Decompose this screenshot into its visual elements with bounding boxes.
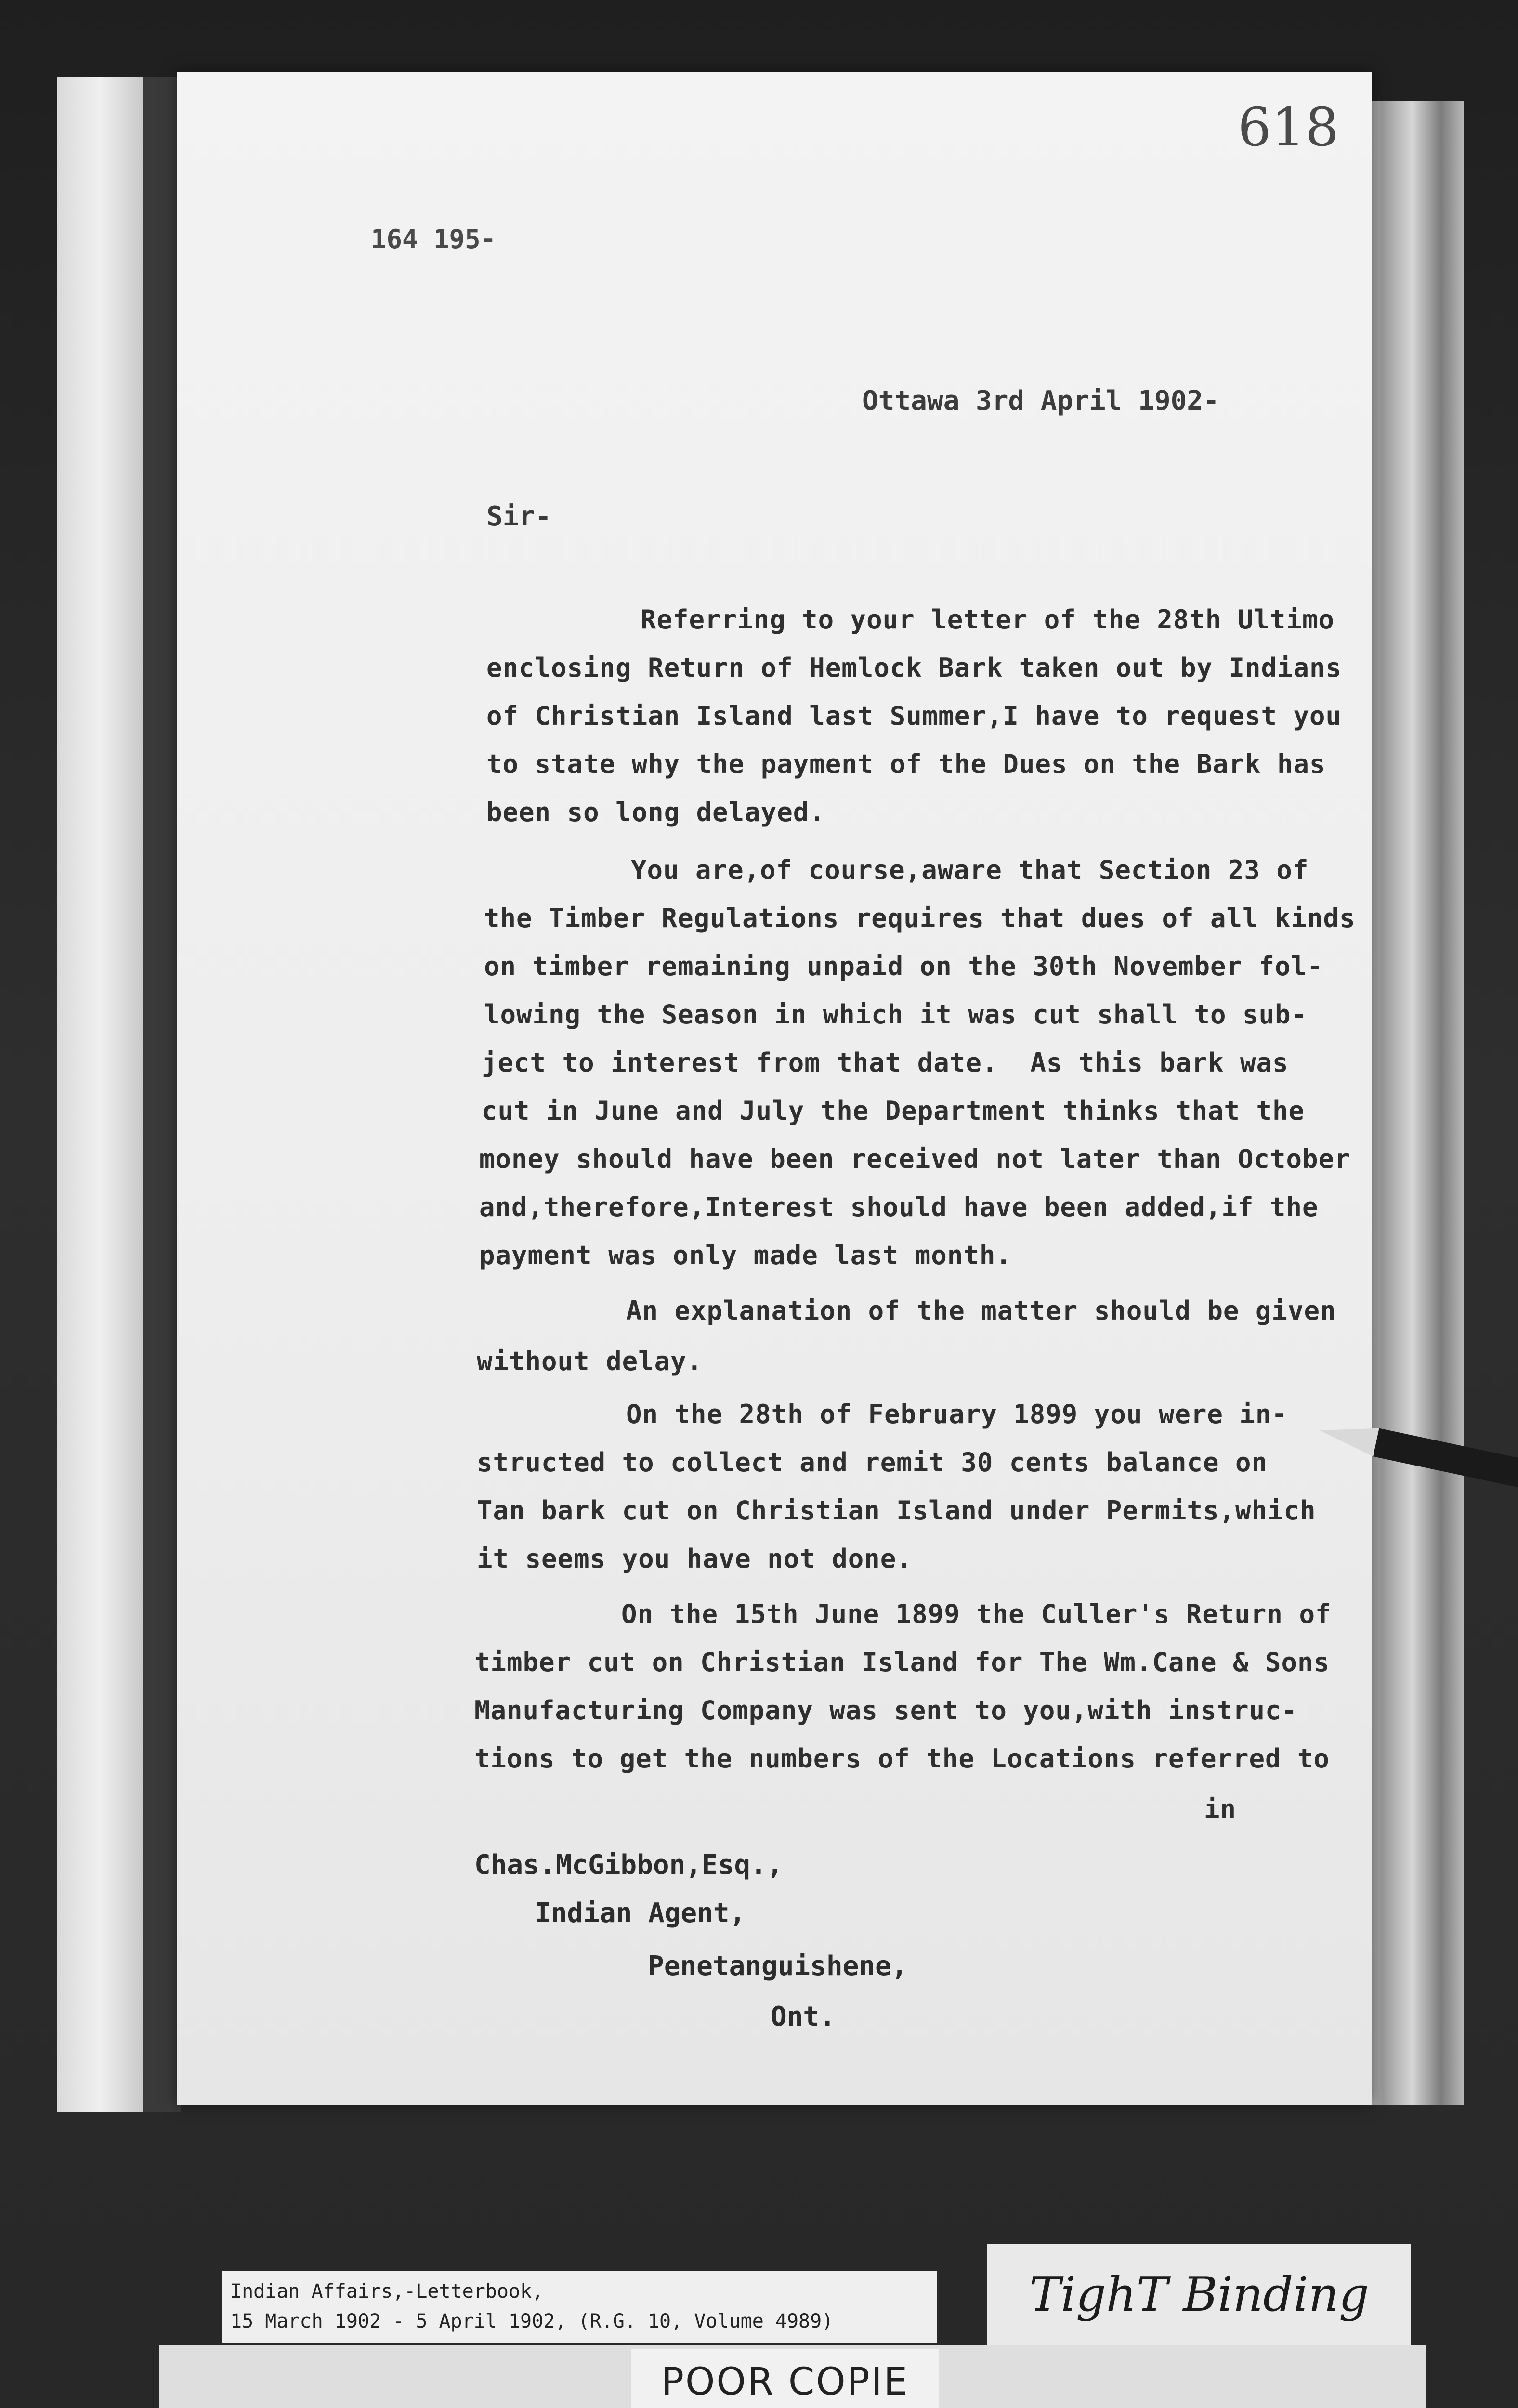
- address-line: Indian Agent,: [535, 1898, 746, 1929]
- body-line: payment was only made last month.: [479, 1240, 1012, 1270]
- binding-gutter: [143, 77, 181, 2112]
- file-reference: 164 195-: [371, 224, 497, 254]
- address-line: Ont.: [771, 2001, 836, 2032]
- tight-binding-note: TighT Binding: [987, 2244, 1411, 2345]
- body-line: and,therefore,Interest should have been added,if the: [479, 1192, 1319, 1222]
- body-line: it seems you have not done.: [477, 1544, 913, 1574]
- body-line: cut in June and July the Department thinks that the: [482, 1096, 1305, 1126]
- catalog-line: Indian Affairs,-Letterbook,: [230, 2280, 544, 2303]
- body-line: structed to collect and remit 30 cents balance on: [477, 1447, 1268, 1478]
- body-line: money should have been received not later than October: [479, 1144, 1351, 1174]
- body-line: enclosing Return of Hemlock Bark taken out by Indians: [486, 653, 1342, 683]
- body-line: On the 15th June 1899 the Culler's Return of: [621, 1599, 1332, 1629]
- catalog-line: 15 March 1902 - 5 April 1902, (R.G. 10, Volume 4989): [230, 2310, 834, 2332]
- body-line: lowing the Season in which it was cut shall to sub-: [484, 999, 1308, 1030]
- body-line: tions to get the numbers of the Locations referred to: [474, 1743, 1330, 1774]
- body-line: Tan bark cut on Christian Island under Permits,which: [477, 1495, 1316, 1526]
- page-number: 618: [1238, 96, 1339, 158]
- body-line: to state why the payment of the Dues on the Bark has: [486, 749, 1326, 779]
- body-line: You are,of course,aware that Section 23 of: [631, 855, 1309, 885]
- body-line: timber cut on Christian Island for The Wm.Cane & Sons: [474, 1647, 1330, 1677]
- salutation: Sir-: [486, 501, 551, 532]
- poor-copy-note: POOR COPIE: [631, 2349, 939, 2408]
- body-line: Manufacturing Company was sent to you,with instruc-: [474, 1695, 1298, 1726]
- body-line: Referring to your letter of the 28th Ultimo: [641, 604, 1335, 635]
- dateline: Ottawa 3rd April 1902-: [862, 385, 1219, 417]
- address-line: Chas.McGibbon,Esq.,: [474, 1849, 783, 1881]
- body-line: on timber remaining unpaid on the 30th November fol-: [484, 951, 1323, 982]
- body-line: An explanation of the matter should be given: [626, 1296, 1336, 1326]
- catalog-label: [222, 2271, 937, 2343]
- body-line: without delay.: [477, 1346, 703, 1376]
- body-line: On the 28th of February 1899 you were in-: [626, 1399, 1288, 1429]
- body-line: the Timber Regulations requires that dues of all kinds: [484, 903, 1356, 933]
- address-line: Penetanguishene,: [648, 1950, 908, 1982]
- body-line: of Christian Island last Summer,I have to request you: [486, 701, 1342, 731]
- body-line: in: [1204, 1794, 1237, 1824]
- body-line: ject to interest from that date. As this bark was: [482, 1047, 1289, 1078]
- pen-tip: [1317, 1416, 1379, 1457]
- body-line: been so long delayed.: [486, 797, 825, 827]
- letter-page: [177, 72, 1372, 2105]
- left-page-edge: [57, 77, 143, 2112]
